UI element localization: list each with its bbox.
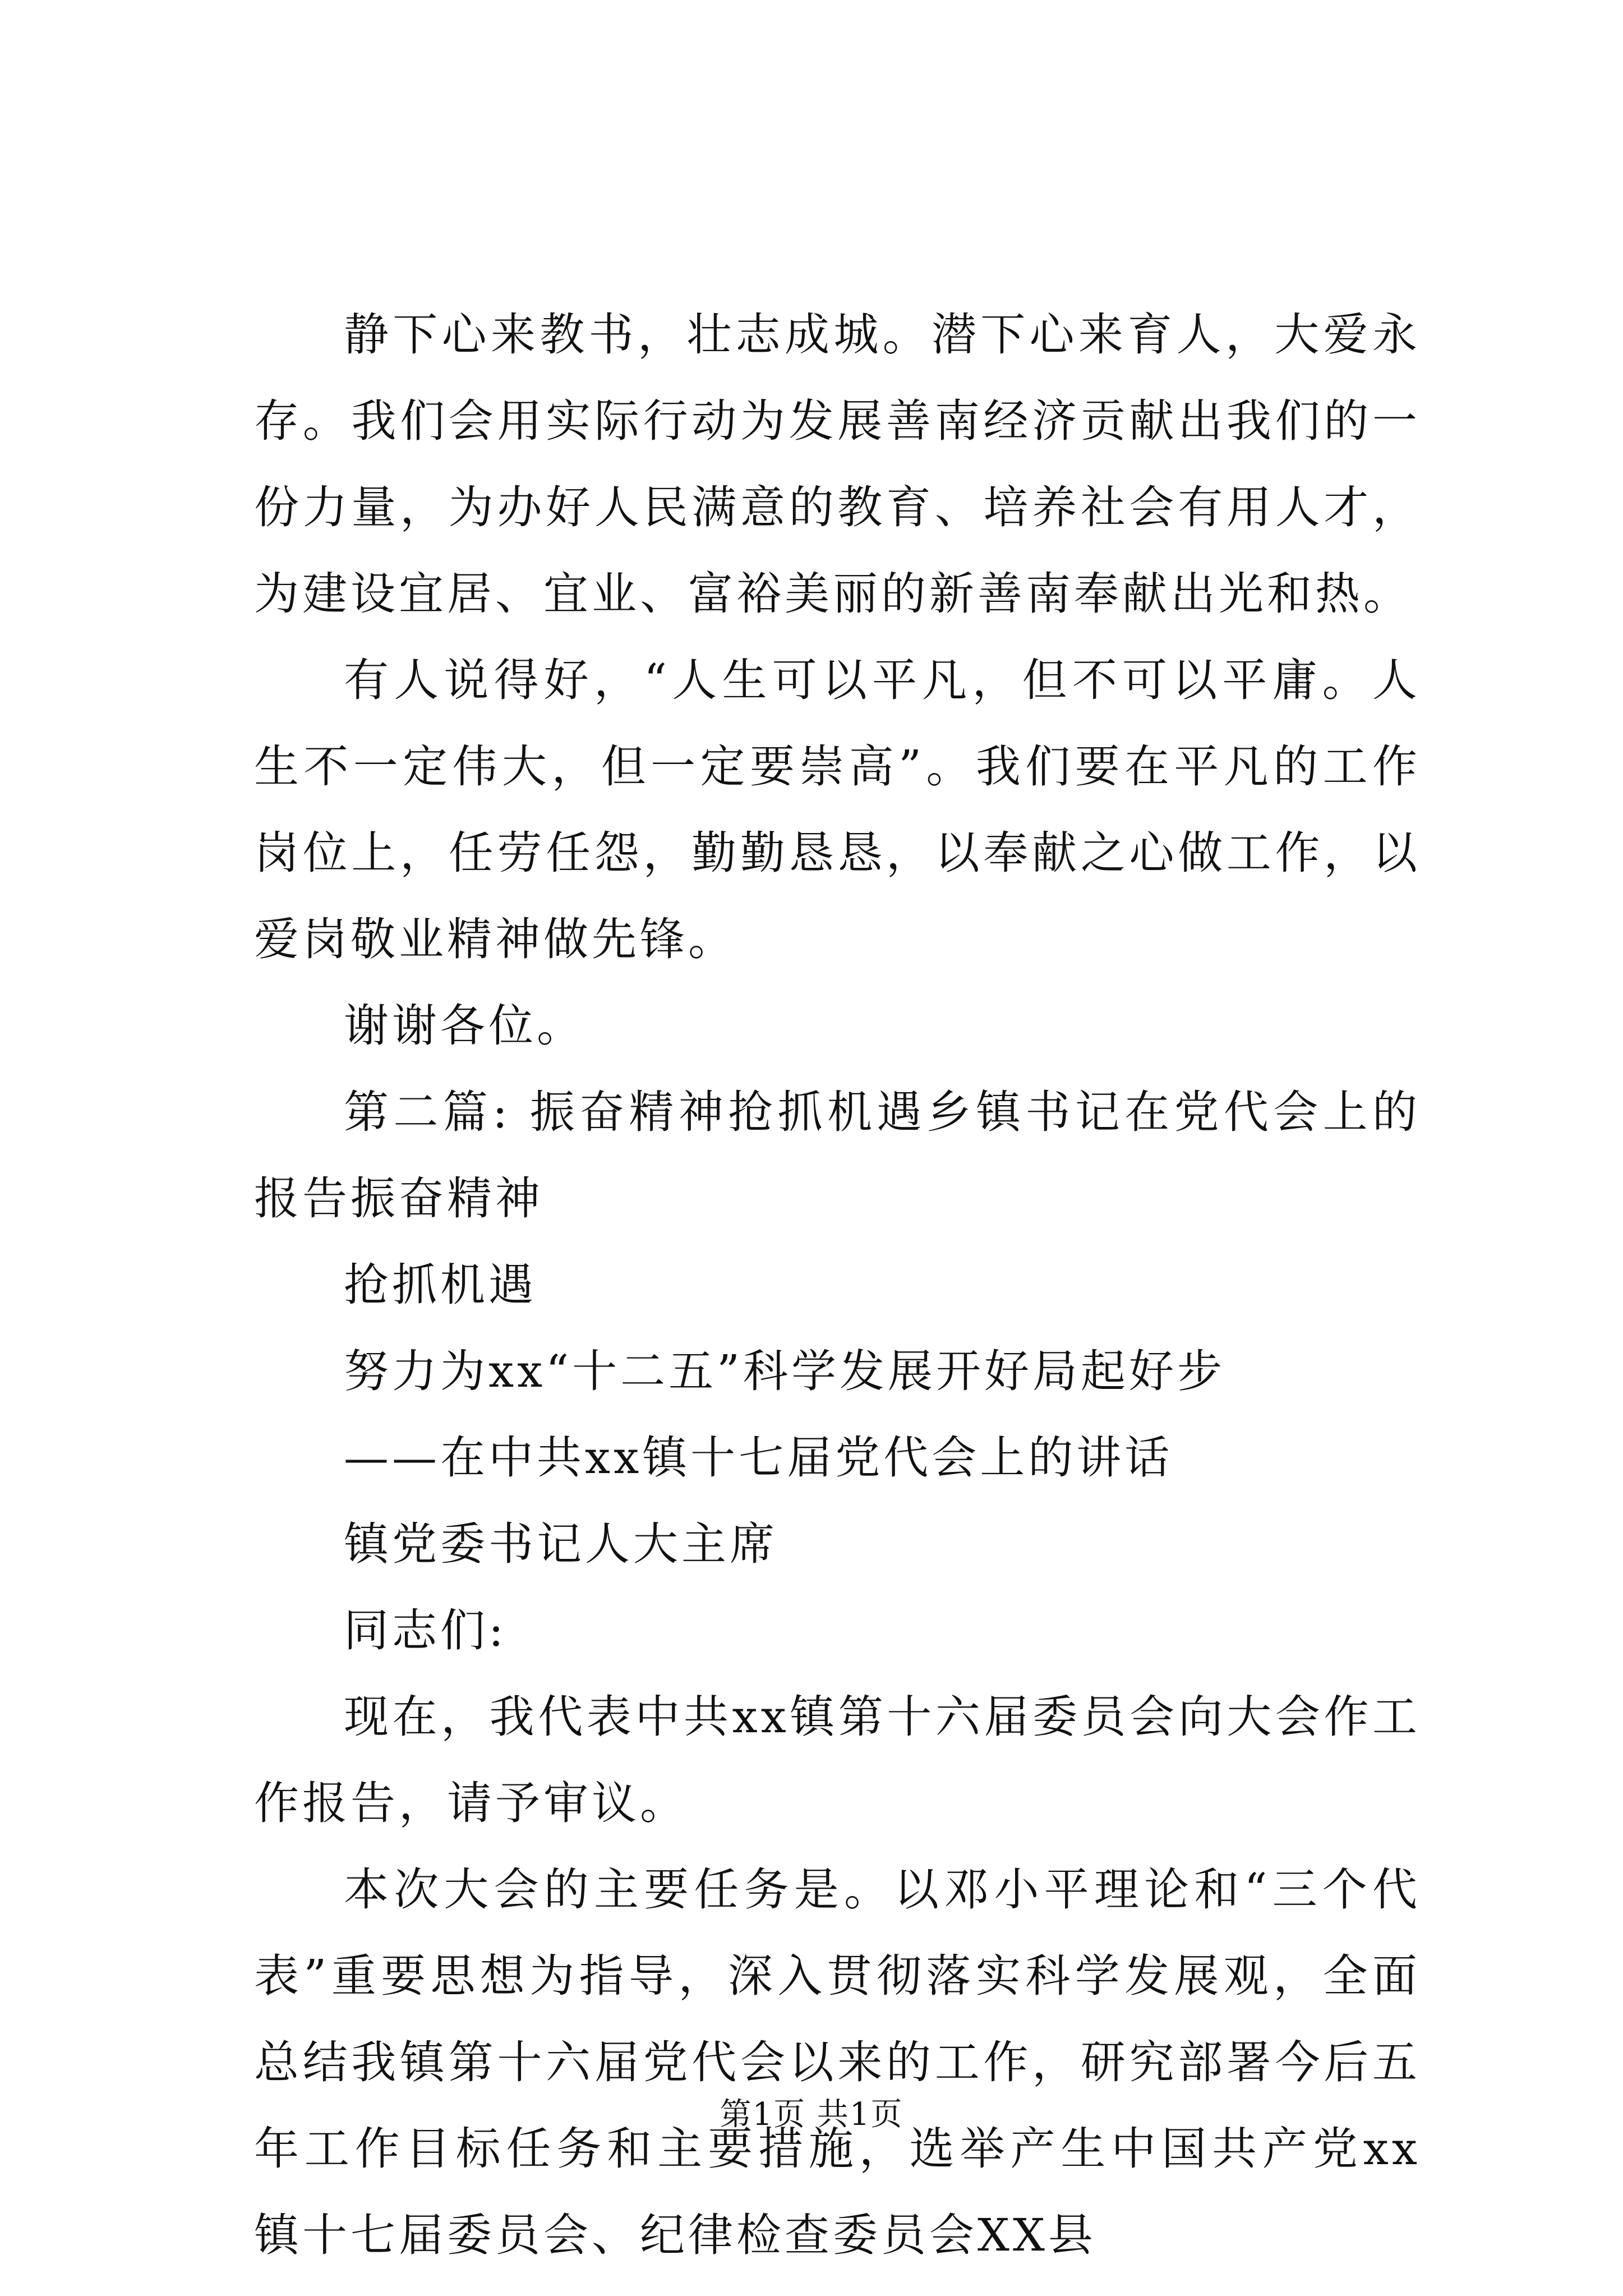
speech-title-line: 努力为xx“十二五”科学发展开好局起好步 (344, 1345, 1226, 1397)
document-body (254, 292, 1421, 2279)
speaker-line: 镇党委书记人大主席 (344, 1518, 778, 1570)
paragraph: 有人说得好，“人生可以平凡，但不可以平庸。人生不一定伟大，但一定要崇高”。我们要在平凡的工作岗位上，任劳任怨，勤勤恳恳，以奉献之心做工作，以爱岗敬业精神做先锋。 (254, 654, 1421, 965)
speech-subtitle: ——在中共xx镇十七届党代会上的讲话 (344, 1432, 1173, 1484)
paragraph: 现在，我代表中共xx镇第十六届委员会向大会作工作报告，请予审议。 (254, 1691, 1421, 1829)
paragraph: 谢谢各位。 (344, 1000, 585, 1052)
page-footer: 第1页 共1页 (720, 2096, 903, 2133)
speech-title-line: 抢抓机遇 (344, 1259, 537, 1311)
paragraph: 本次大会的主要任务是。以邓小平理论和“三个代表”重要思想为指导，深入贯彻落实科学发展观，全面总结我镇第十六届党代会以来的工作，研究部署今后五年工作目标任务和主要措施，选举产生中国共产党xx镇十七届委员会、纪律检查委员会XX县 (254, 1864, 1421, 2261)
paragraph: 静下心来教书，壮志成城。潜下心来育人，大爱永存。我们会用实际行动为发展善南经济贡献出我们的一份力量，为办好人民满意的教育、培养社会有用人才，为建设宜居、宜业、富裕美丽的新善南奉献出光和热。 (254, 309, 1421, 620)
salutation: 同志们: (344, 1604, 507, 1657)
section-heading: 第二篇: 振奋精神抢抓机遇乡镇书记在党代会上的报告振奋精神 (254, 1086, 1421, 1225)
